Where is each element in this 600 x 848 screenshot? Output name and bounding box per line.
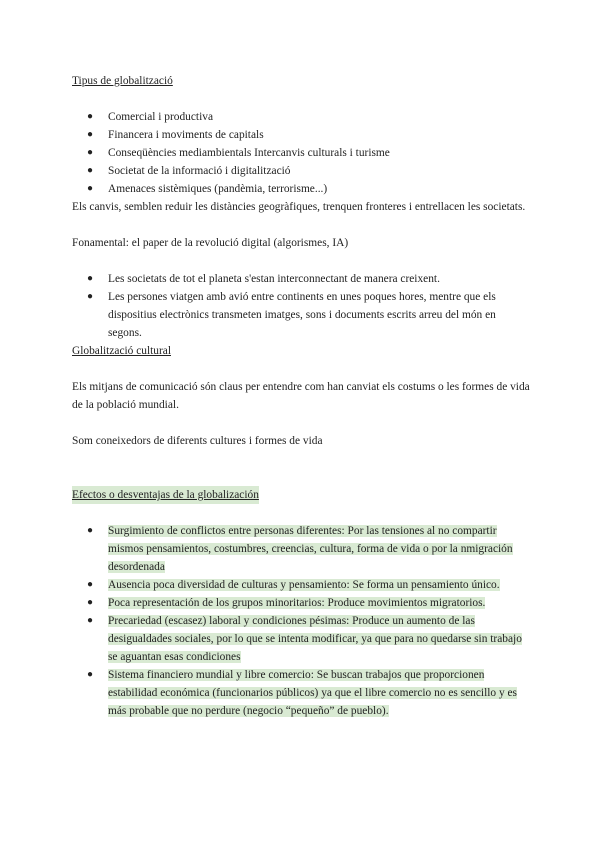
bullet-icon: ●	[87, 165, 94, 176]
globalization-types-list	[72, 108, 530, 198]
section-heading-cultural-globalization: Globalització cultural	[72, 345, 171, 357]
bullet-icon: ●	[87, 273, 94, 284]
paragraph-changes: Els canvis, semblen reduir les distàncies geogràfiques, trenquen fronteres i entrellacen les societats.	[72, 201, 526, 213]
bullet-icon: ●	[87, 597, 94, 608]
list-item: ● Sistema financiero mundial y libre comercio: Se buscan trabajos que proporcionen estabilidad económica (funcionarios públicos) ya que el libre comercio no es sencillo y es más probable que no perdure (negocio “pequeño” de pueblo).	[72, 666, 530, 720]
bullet-icon: ●	[87, 147, 94, 158]
section-heading-globalization-types: Tipus de globalització	[72, 75, 173, 87]
list-item: ● Financera i moviments de capitals	[72, 126, 530, 144]
list-item: ● Societat de la informació i digitalització	[72, 162, 530, 180]
list-item: ● Les persones viatgen amb avió entre continents en unes poques hores, mentre que els dispositius electrònics transmeten imatges, sons i documents escrits arreu del món en segons.	[72, 288, 530, 342]
list-item: ● Precariedad (escasez) laboral y condiciones pésimas: Produce un aumento de las desigualdades sociales, por lo que se intenta modificar, ya que para no quedarse sin trabajo se aguantan esas condiciones	[72, 612, 530, 666]
bullet-icon: ●	[87, 669, 94, 680]
bullet-icon: ●	[87, 111, 94, 122]
bullet-icon: ●	[87, 525, 94, 536]
list-item: ● Surgimiento de conflictos entre personas diferentes: Por las tensiones al no compartir mismos pensamientos, costumbres, creencias, cultura, forma de vida o por la nmigración desordenada	[72, 522, 530, 576]
section-heading-effects: Efectos o desventajas de la globalización	[72, 486, 259, 504]
bullet-icon: ●	[87, 291, 94, 302]
bullet-icon: ●	[87, 129, 94, 140]
paragraph-cultures: Som coneixedors de diferents cultures i formes de vida	[72, 435, 323, 447]
bullet-icon: ●	[87, 183, 94, 194]
list-item: ● Ausencia poca diversidad de culturas y pensamiento: Se forma un pensamiento único.	[72, 576, 530, 594]
paragraph-digital-revolution: Fonamental: el paper de la revolució digital (algorismes, IA)	[72, 237, 349, 249]
list-item: ● Conseqüències mediambientals Intercanvis culturals i turisme	[72, 144, 530, 162]
paragraph-media: Els mitjans de comunicació són claus per entendre com han canviat els costums o les formes de vida de la població mundial.	[72, 381, 530, 411]
document-page	[72, 72, 530, 720]
interconnection-list	[72, 270, 530, 342]
bullet-icon: ●	[87, 579, 94, 590]
effects-list	[72, 522, 530, 720]
list-item: ● Comercial i productiva	[72, 108, 530, 126]
list-item: ● Les societats de tot el planeta s'estan interconnectant de manera creixent.	[72, 270, 530, 288]
list-item: ● Poca representación de los grupos minoritarios: Produce movimientos migratorios.	[72, 594, 530, 612]
bullet-icon: ●	[87, 615, 94, 626]
list-item: ● Amenaces sistèmiques (pandèmia, terrorisme...)	[72, 180, 530, 198]
